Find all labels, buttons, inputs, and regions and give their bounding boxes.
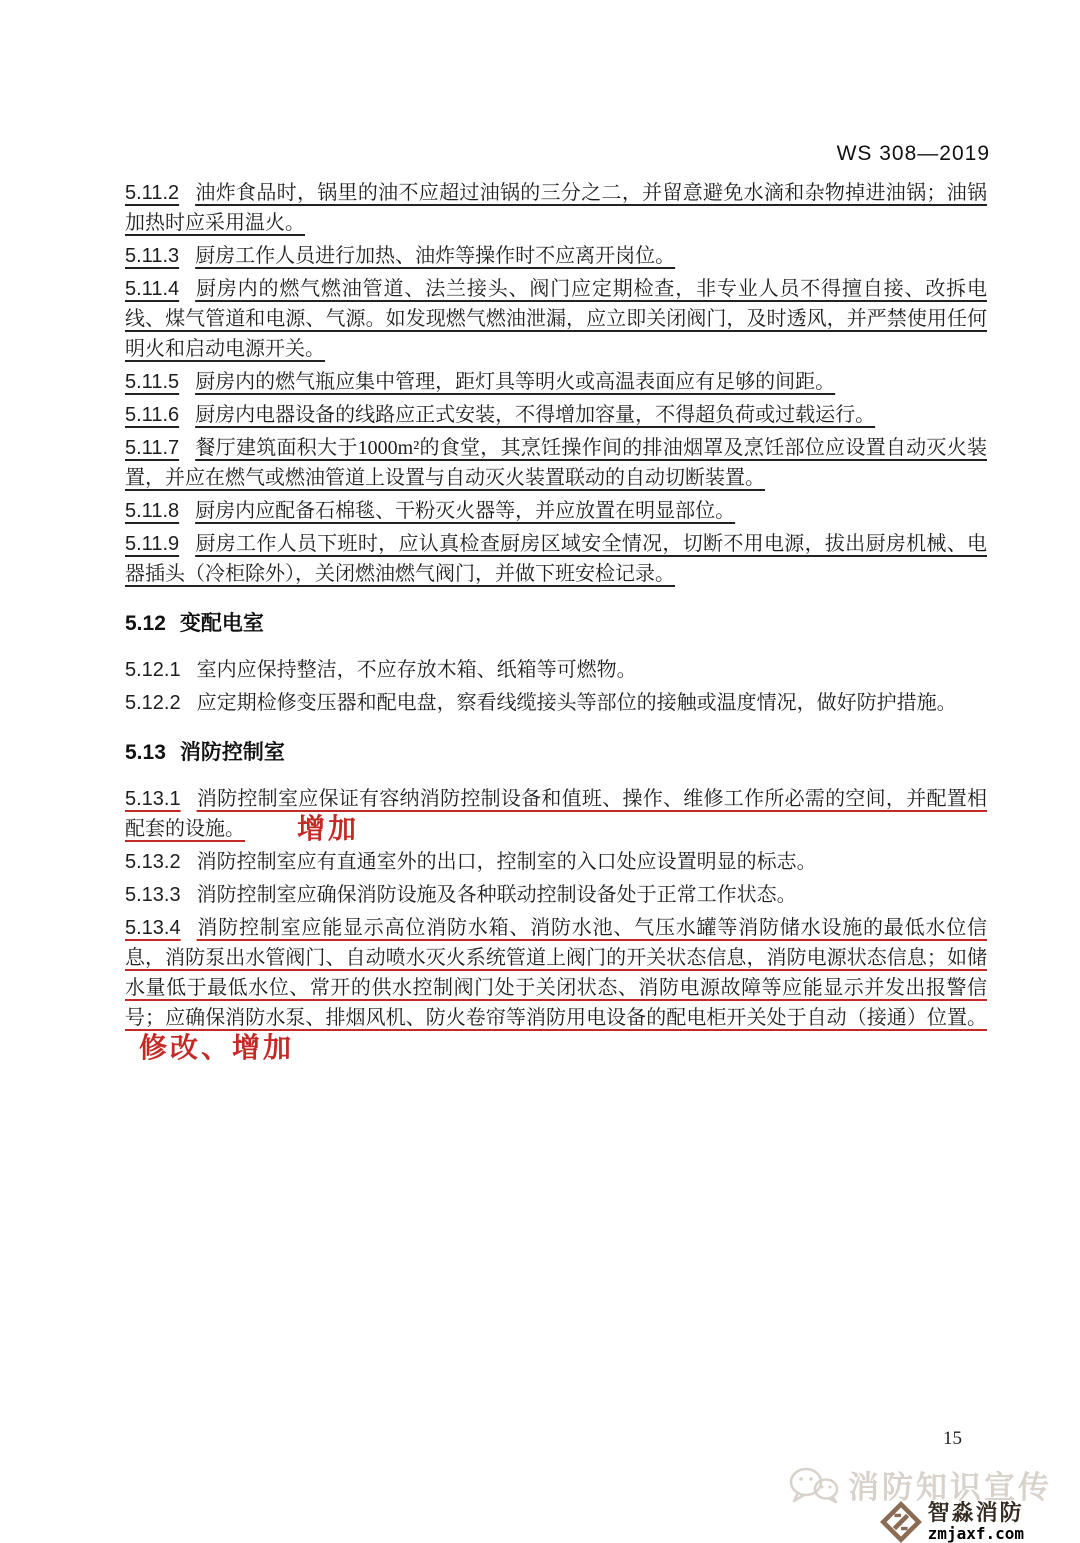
clause-number: 5.11.9 [125, 533, 180, 555]
watermark-logo-row [880, 1501, 1024, 1543]
heading-text: 消防控制室 [179, 741, 285, 764]
clause-5-11-2 [125, 178, 987, 238]
clause-5-11-6 [125, 400, 987, 430]
clause-5-11-4 [125, 274, 987, 364]
standard-code-header: WS 308—2019 [836, 142, 990, 165]
watermark-channel-label: 消防知识宣传 [848, 1470, 1052, 1505]
clause-text: 厨房内的燃气燃油管道、法兰接头、阀门应定期检查，非专业人员不得擅自接、改拆电线、煤气管道和电源、气源。如发现燃气燃油泄漏，应立即关闭阀门，及时透风，并严禁使用任何明火和启动电源开关。 [125, 278, 987, 360]
heading-text: 变配电室 [179, 612, 264, 635]
clause-5-13-2 [125, 847, 987, 877]
clause-5-11-9 [125, 529, 987, 589]
clause-text: 消防控制室应保证有容纳消防控制设备和值班、操作、维修工作所必需的空间，并配置相配套的设施。 [125, 788, 987, 840]
wechat-bubbles-icon [788, 1465, 840, 1505]
clause-5-11-5 [125, 367, 987, 397]
revision-annotation: 增加 [297, 814, 360, 845]
clause-text: 应定期检修变压器和配电盘，察看线缆接头等部位的接触或温度情况，做好防护措施。 [196, 692, 957, 714]
clause-text: 消防控制室应能显示高位消防水箱、消防水池、气压水罐等消防储水设施的最低水位信息，消防泵出水管阀门、自动喷水灭火系统管道上阀门的开关状态信息，消防电源状态信息；如储水量低于最低水位、常开的供水控制阀门处于关闭状态、消防电源故障等应能显示并发出报警信号；应确保消防水泵、排烟风机、防火卷帘等消防用电设备的配电柜开关处于自动（接通）位置。 [125, 917, 987, 1029]
clause-text: 餐厅建筑面积大于1000m²的食堂，其烹饪操作间的排油烟罩及烹饪部位应设置自动灭火装置，并应在燃气或燃油管道上设置与自动灭火装置联动的自动切断装置。 [125, 437, 987, 489]
clause-5-13-3 [125, 880, 987, 910]
clause-number: 5.11.5 [125, 371, 180, 393]
clause-5-13-4 [125, 913, 987, 1063]
heading-number: 5.13 [125, 741, 166, 764]
clause-number: 5.11.7 [125, 437, 180, 459]
clause-text: 厨房内电器设备的线路应正式安装，不得增加容量，不得超负荷或过载运行。 [195, 404, 876, 426]
clause-number: 5.11.3 [125, 245, 180, 267]
clause-text: 厨房工作人员下班时，应认真检查厨房区域安全情况，切断不用电源，拔出厨房机械、电器插头（冷柜除外），关闭燃油燃气阀门，并做下班安检记录。 [125, 533, 987, 585]
watermark-block [788, 1462, 1052, 1543]
page-number: 15 [943, 1428, 962, 1449]
clause-5-12-2 [125, 688, 987, 718]
revision-annotation: 修改、增加 [139, 1033, 295, 1064]
section-heading-5-12 [125, 609, 987, 639]
clause-number: 5.12.2 [125, 692, 181, 714]
watermark-logo-url: zmjaxf.com [927, 1524, 1024, 1543]
clause-text: 厨房内应配备石棉毯、干粉灭火器等，并应放置在明显部位。 [195, 500, 736, 522]
clause-5-13-1 [125, 784, 987, 844]
clause-number: 5.12.1 [125, 659, 181, 681]
watermark-logo-name: 智淼消防 [927, 1500, 1024, 1525]
watermark-logo-texts [928, 1502, 1024, 1542]
clause-number: 5.11.8 [125, 500, 180, 522]
section-heading-5-13 [125, 738, 987, 768]
clause-5-11-8 [125, 496, 987, 526]
clause-number: 5.13.4 [125, 917, 181, 939]
clause-number: 5.11.2 [125, 182, 180, 204]
clause-number: 5.11.4 [125, 278, 180, 300]
clause-5-12-1 [125, 655, 987, 685]
clause-5-11-7 [125, 433, 987, 493]
clause-number: 5.13.3 [125, 884, 181, 906]
document-body [125, 178, 987, 1066]
clause-number: 5.13.1 [125, 788, 181, 810]
clause-text: 消防控制室应有直通室外的出口，控制室的入口处应设置明显的标志。 [196, 851, 817, 873]
zhimiao-diamond-logo-icon [880, 1501, 922, 1543]
clause-text: 厨房工作人员进行加热、油炸等操作时不应离开岗位。 [195, 245, 676, 267]
clause-text: 厨房内的燃气瓶应集中管理，距灯具等明火或高温表面应有足够的间距。 [195, 371, 836, 393]
clause-text: 消防控制室应确保消防设施及各种联动控制设备处于正常工作状态。 [196, 884, 797, 906]
clause-number: 5.13.2 [125, 851, 181, 873]
clause-text: 室内应保持整洁，不应存放木箱、纸箱等可燃物。 [196, 659, 637, 681]
clause-number: 5.11.6 [125, 404, 180, 426]
heading-number: 5.12 [125, 612, 166, 635]
clause-5-11-3 [125, 241, 987, 271]
clause-text: 油炸食品时，锅里的油不应超过油锅的三分之二，并留意避免水滴和杂物掉进油锅；油锅加热时应采用温火。 [125, 182, 987, 234]
